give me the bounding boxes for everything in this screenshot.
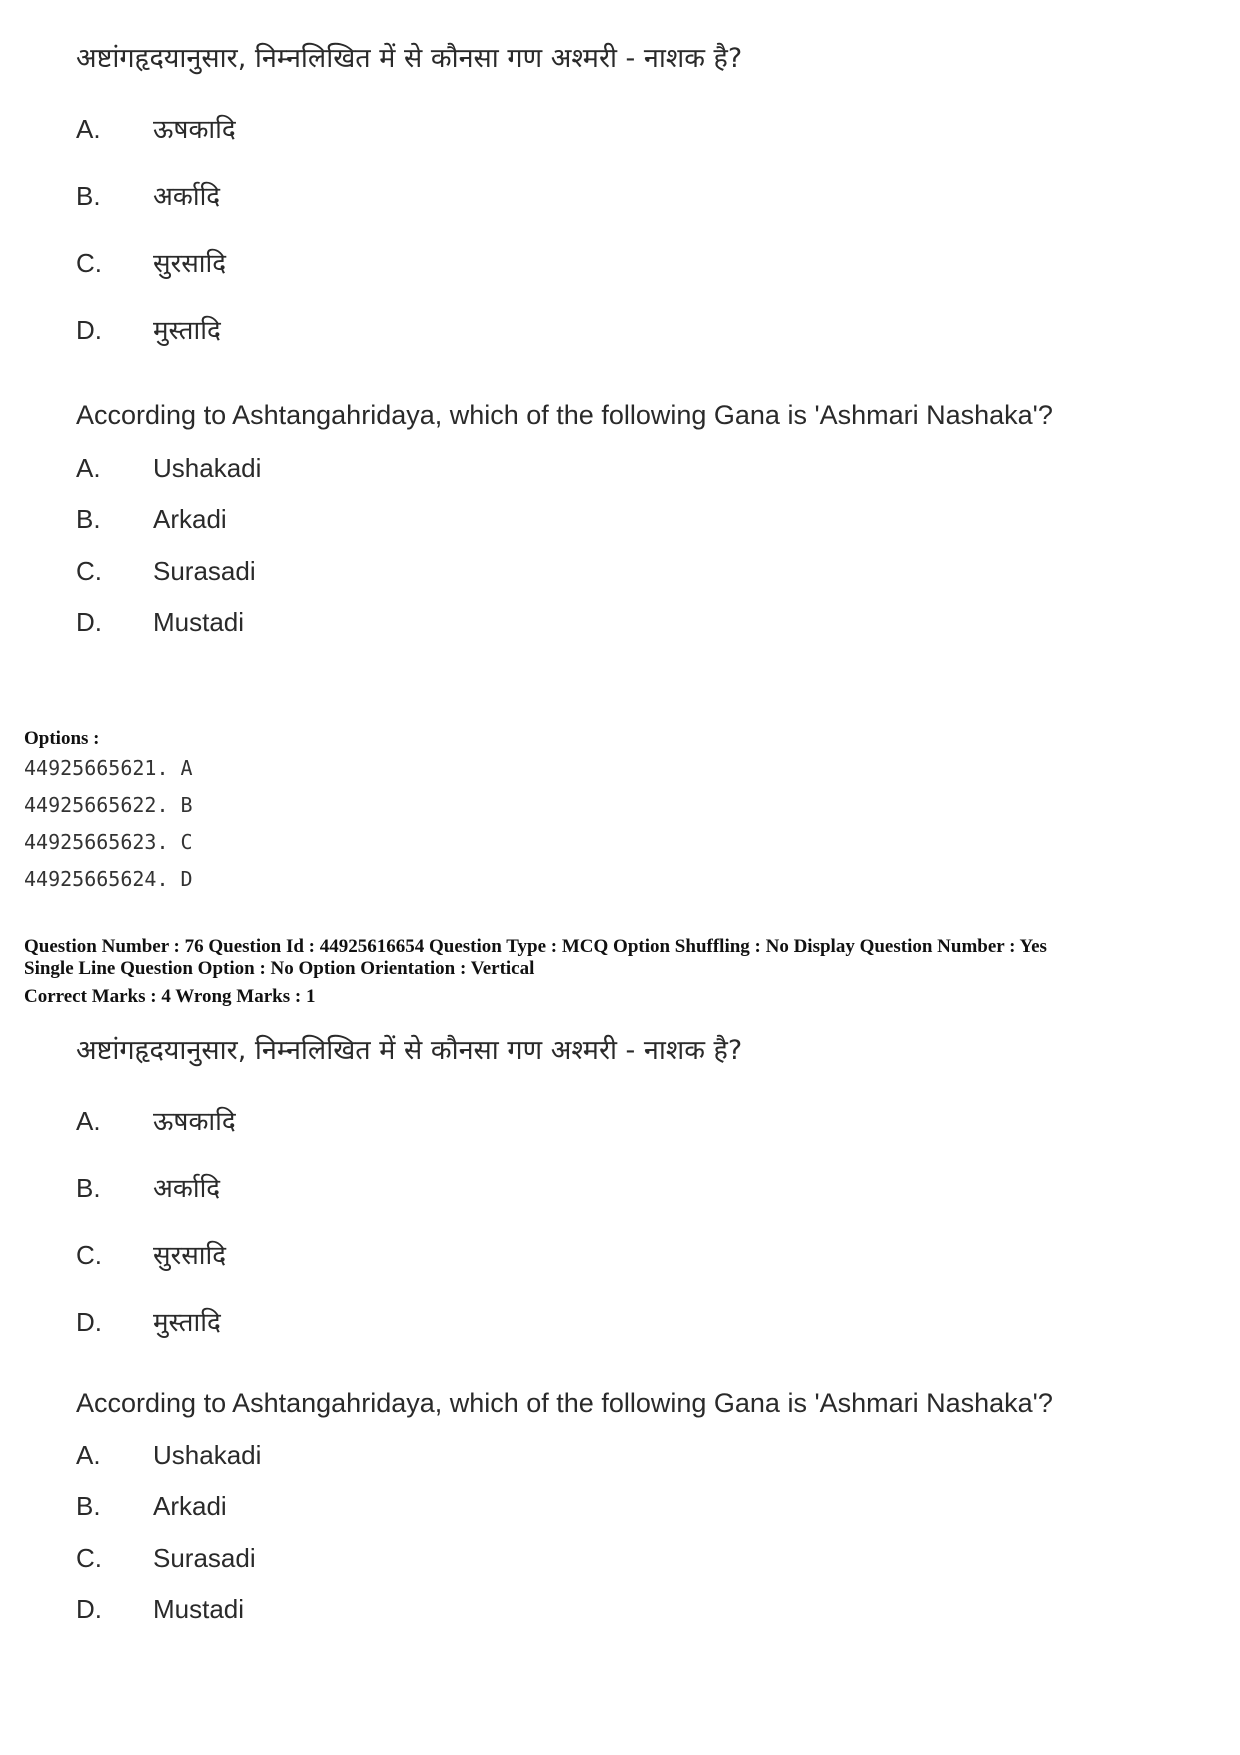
option-english-d bbox=[76, 1594, 244, 1625]
option-letter: C. bbox=[76, 556, 102, 586]
option-hindi-d bbox=[76, 1303, 221, 1339]
option-text: मुस्तादि bbox=[153, 316, 221, 346]
option-hindi-d bbox=[76, 311, 221, 347]
question-meta-line-2: Single Line Question Option : No Option Orientation : Vertical bbox=[24, 958, 535, 979]
option-text: Mustadi bbox=[153, 1594, 245, 1624]
option-letter: D. bbox=[76, 315, 102, 345]
options-label: Options : bbox=[24, 728, 100, 749]
option-english-c bbox=[76, 556, 256, 587]
option-hindi-b bbox=[76, 177, 220, 213]
option-text: ऊषकादि bbox=[153, 1107, 236, 1137]
option-letter: A. bbox=[76, 1440, 101, 1470]
question-english: According to Ashtangahridaya, which of the following Gana is 'Ashmari Nashaka'? bbox=[76, 1388, 1053, 1418]
option-letter: B. bbox=[76, 181, 101, 211]
option-letter: B. bbox=[76, 504, 101, 534]
question-hindi: अष्टांगहृदयानुसार, निम्नलिखित में से कौनसा गण अश्मरी - नाशक है? bbox=[76, 43, 743, 74]
option-english-b bbox=[76, 1491, 227, 1522]
option-hindi-c bbox=[76, 244, 226, 280]
option-letter: A. bbox=[76, 114, 101, 144]
option-hindi-a bbox=[76, 110, 236, 146]
option-english-a bbox=[76, 1440, 261, 1471]
option-letter: D. bbox=[76, 1594, 102, 1624]
option-hindi-c bbox=[76, 1236, 226, 1272]
option-letter: A. bbox=[76, 453, 101, 483]
option-text: Arkadi bbox=[153, 504, 227, 534]
option-text: Surasadi bbox=[153, 556, 256, 586]
option-id-item: 44925665622. B bbox=[24, 793, 193, 817]
question-english: According to Ashtangahridaya, which of the following Gana is 'Ashmari Nashaka'? bbox=[76, 400, 1053, 430]
option-text: अर्कादि bbox=[153, 182, 221, 212]
option-text: Mustadi bbox=[153, 607, 245, 637]
option-letter: C. bbox=[76, 1240, 102, 1270]
option-text: Surasadi bbox=[153, 1543, 256, 1573]
question-hindi: अष्टांगहृदयानुसार, निम्नलिखित में से कौनसा गण अश्मरी - नाशक है? bbox=[76, 1035, 743, 1066]
option-id-item: 44925665623. C bbox=[24, 830, 193, 854]
option-text: मुस्तादि bbox=[153, 1308, 221, 1338]
option-text: Arkadi bbox=[153, 1491, 227, 1521]
option-text: सुरसादि bbox=[153, 1241, 227, 1271]
option-letter: A. bbox=[76, 1106, 101, 1136]
question-meta-line-1: Question Number : 76 Question Id : 44925616654 Question Type : MCQ Option Shuffling : No Display Question Number : Yes bbox=[24, 936, 1047, 957]
option-text: Ushakadi bbox=[153, 453, 262, 483]
option-english-c bbox=[76, 1543, 256, 1574]
option-hindi-a bbox=[76, 1102, 236, 1138]
option-id-item: 44925665624. D bbox=[24, 867, 193, 891]
option-letter: C. bbox=[76, 248, 102, 278]
option-id-item: 44925665621. A bbox=[24, 756, 193, 780]
option-text: अर्कादि bbox=[153, 1174, 221, 1204]
option-text: सुरसादि bbox=[153, 249, 227, 279]
option-text: Ushakadi bbox=[153, 1440, 262, 1470]
option-letter: B. bbox=[76, 1173, 101, 1203]
question-marks: Correct Marks : 4 Wrong Marks : 1 bbox=[24, 986, 316, 1007]
option-english-b bbox=[76, 504, 227, 535]
option-letter: B. bbox=[76, 1491, 101, 1521]
option-english-d bbox=[76, 607, 244, 638]
option-english-a bbox=[76, 453, 261, 484]
option-letter: C. bbox=[76, 1543, 102, 1573]
option-letter: D. bbox=[76, 607, 102, 637]
option-hindi-b bbox=[76, 1169, 220, 1205]
option-text: ऊषकादि bbox=[153, 115, 236, 145]
option-letter: D. bbox=[76, 1307, 102, 1337]
